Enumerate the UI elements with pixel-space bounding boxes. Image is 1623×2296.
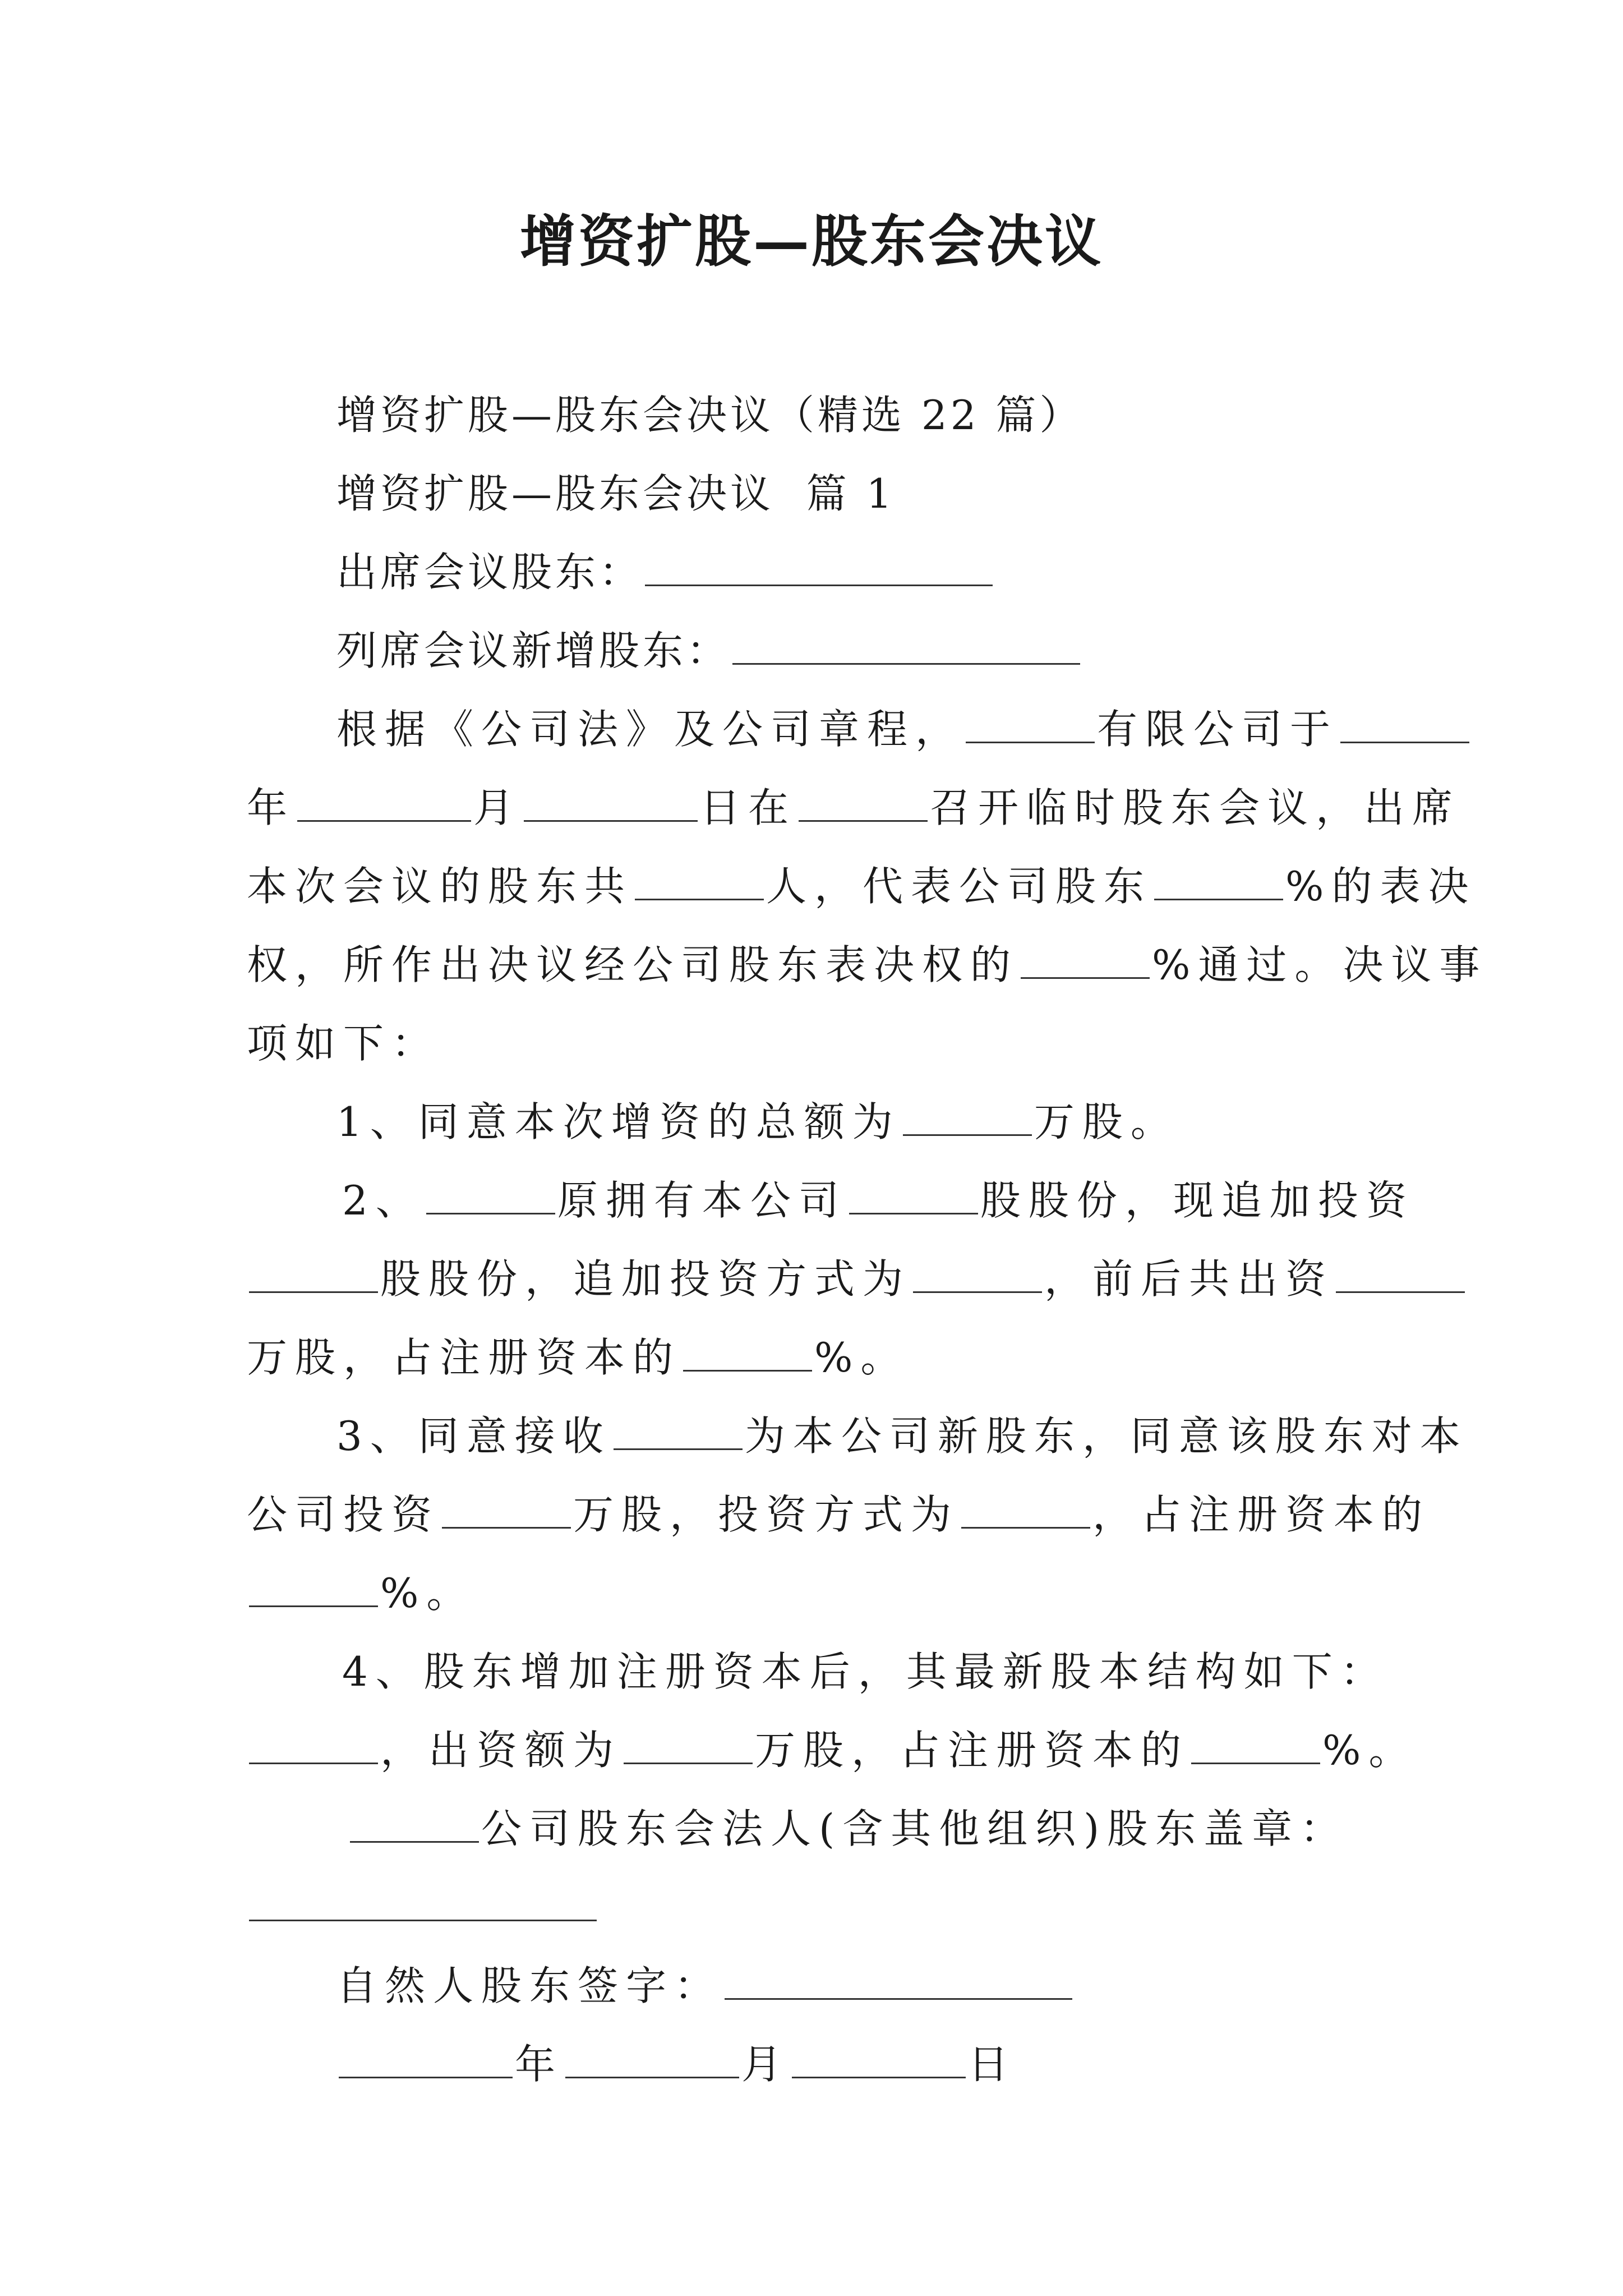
item-4-line-1: 4、股东增加注册资本后，其最新股本结构如下： — [342, 1648, 1389, 1695]
blank-field — [1021, 942, 1150, 979]
blank-field — [645, 550, 993, 586]
seal-blank-line — [247, 1879, 599, 1935]
blank-field — [903, 1099, 1032, 1136]
blank-field — [339, 2042, 513, 2078]
blank-field — [565, 2042, 739, 2078]
intro-line-3: 本次会议的股东共 人，代表公司股东 %的表决 — [247, 863, 1477, 910]
blank-field — [1340, 707, 1469, 743]
item-4-line-2: ，出资额为 万股，占注册资本的 %。 — [247, 1722, 1417, 1778]
new-shareholders-line: 列席会议新增股东： — [336, 623, 1082, 679]
seal-line: 公司股东会法人(含其他组织)股东盖章： — [348, 1801, 1348, 1857]
date-line: 年 月 日 — [336, 2036, 1016, 2092]
blank-field — [350, 1806, 479, 1843]
blank-field — [249, 1728, 378, 1764]
signature-line: 自然人股东签字： — [336, 1958, 1075, 2014]
item-2-line-1: 2、 原拥有本公司 股股份，现追加投资 — [342, 1177, 1414, 1224]
blank-field — [1336, 1257, 1465, 1293]
intro-line-5: 项如下： — [247, 1020, 440, 1067]
blank-field — [614, 1414, 743, 1450]
item-3-line-1: 3、同意接收 为本公司新股东，同意该股东对本 — [336, 1412, 1468, 1460]
blank-field — [849, 1178, 978, 1214]
blank-field — [799, 785, 928, 822]
blank-field — [426, 1178, 555, 1214]
item-1: 1、同意本次增资的总额为 万股。 — [336, 1098, 1179, 1145]
blank-field — [732, 628, 1080, 665]
intro-line-2: 年 月 日在 召开临时股东会议，出席 — [247, 784, 1461, 831]
blank-field — [249, 1571, 378, 1607]
item-3-line-2: 公司投资 万股，投资方式为 ，占注册资本的 — [247, 1491, 1431, 1538]
intro-line-1: 根据《公司法》及公司章程， 有限公司于 — [336, 701, 1472, 757]
blank-field — [913, 1257, 1042, 1293]
blank-field — [442, 1492, 571, 1529]
blank-field — [683, 1335, 812, 1372]
blank-field — [966, 707, 1095, 743]
intro-line-4: 权，所作出决议经公司股东表决权的 %通过。决议事 — [247, 941, 1488, 988]
blank-field — [792, 2042, 966, 2078]
blank-field — [624, 1728, 753, 1764]
blank-field — [635, 864, 764, 900]
item-2-line-3: 万股，占注册资本的 %。 — [247, 1334, 909, 1381]
attending-shareholders-line: 出席会议股东： — [336, 544, 995, 600]
item-2-line-2: 股股份，追加投资方式为 ，前后共出资 — [247, 1251, 1467, 1307]
blank-field — [524, 785, 698, 822]
document-title: 增资扩股—股东会决议 — [520, 208, 1103, 274]
item-3-line-3: %。 — [247, 1565, 474, 1621]
blank-field — [249, 1885, 597, 1921]
blank-field — [1191, 1728, 1320, 1764]
section-heading: 增资扩股—股东会决议 篇 1 — [336, 470, 896, 517]
blank-field — [249, 1257, 378, 1293]
blank-field — [961, 1492, 1090, 1529]
blank-field — [297, 785, 471, 822]
document-subtitle: 增资扩股—股东会决议（精选 22 篇） — [336, 392, 1083, 439]
blank-field — [1154, 864, 1283, 900]
blank-field — [725, 1963, 1072, 2000]
